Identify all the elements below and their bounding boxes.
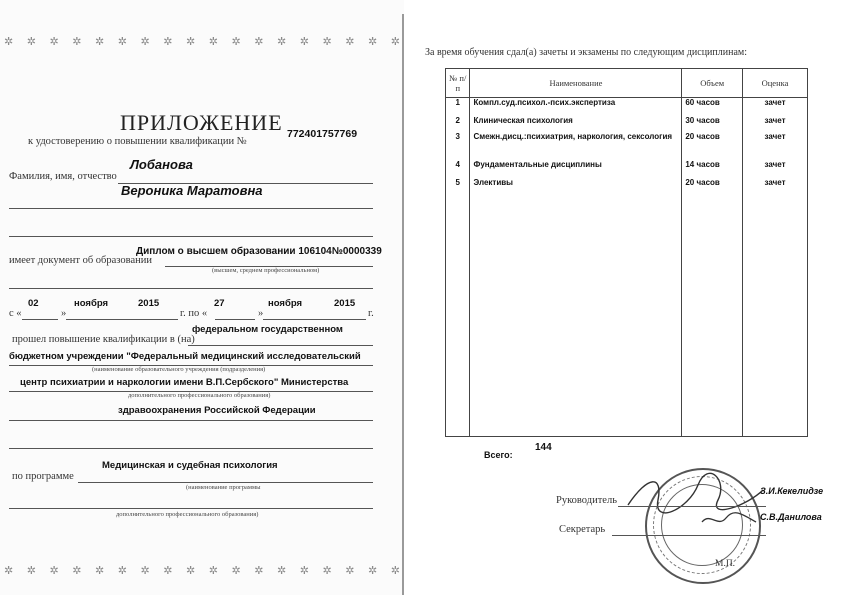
row-name: Клиническая психология — [470, 116, 682, 132]
trained-at-label: прошел повышение квалификации в (на) — [12, 334, 195, 345]
table-row — [446, 132, 808, 160]
program-hint-2: дополнительного профессионального образования) — [116, 511, 259, 518]
row-volume: 20 часов — [682, 178, 743, 196]
name-patronymic: Вероника Маратовна — [121, 183, 263, 198]
secretary-label: Секретарь — [559, 524, 606, 535]
program-hint-1: (наименование программы — [186, 484, 261, 491]
row-volume: 20 часов — [682, 132, 743, 160]
head-label: Руководитель — [556, 495, 617, 506]
table-filler-row — [446, 196, 808, 437]
header-grade: Оценка — [743, 69, 808, 98]
table-row — [446, 116, 808, 132]
to-close: » — [258, 308, 264, 319]
table-row — [446, 160, 808, 178]
row-volume: 14 часов — [682, 160, 743, 178]
program-label: по программе — [12, 471, 74, 482]
diploma: Диплом о высшем образовании 106104№0000339 — [136, 246, 382, 257]
total-value: 144 — [535, 442, 552, 453]
document-title: ПРИЛОЖЕНИЕ — [120, 110, 283, 135]
row-name: Смежн.дисц.:психиатрия, наркология, сексология — [470, 132, 682, 160]
row-grade: зачет — [743, 160, 808, 178]
row-grade: зачет — [743, 116, 808, 132]
total-label: Всего: — [484, 450, 513, 460]
to-day: 27 — [214, 298, 225, 309]
row-grade: зачет — [743, 132, 808, 160]
row-num: 1 — [446, 98, 470, 116]
head-name: З.И.Кекелидзе — [760, 486, 824, 496]
header-name: Наименование — [470, 69, 682, 98]
row-name: Фундаментальные дисциплины — [470, 160, 682, 178]
subtitle: к удостоверению о повышении квалификации № — [28, 136, 247, 147]
org-hint-1: (наименование образовательного учреждения (подразделения) — [92, 366, 266, 373]
secretary-name: С.В.Данилова — [760, 512, 822, 522]
to-prefix: г. по « — [180, 308, 208, 319]
row-num: 3 — [446, 132, 470, 160]
row-name: Элективы — [470, 178, 682, 196]
from-close: » — [61, 308, 67, 319]
certificate-number: 772401757769 — [287, 128, 358, 140]
table-row — [446, 98, 808, 116]
org-line-2: бюджетном учреждении "Федеральный медицинский исследовательский — [9, 351, 361, 362]
edu-hint: (высшем, среднем профессиональном) — [212, 267, 320, 274]
org-line-4: здравоохранения Российской Федерации — [118, 405, 316, 416]
has-doc-label: имеет документ об образовании — [9, 255, 152, 266]
org-hint-2: дополнительного профессионального образования) — [128, 392, 271, 399]
from-year: 2015 — [138, 298, 160, 309]
org-line-1: федеральном государственном — [192, 324, 343, 335]
secretary-signature — [700, 510, 760, 530]
year-suffix: г. — [368, 308, 374, 319]
row-volume: 30 часов — [682, 116, 743, 132]
row-grade: зачет — [743, 178, 808, 196]
org-line-3: центр психиатрии и наркологии имени В.П.Сербского" Министерства — [20, 377, 349, 388]
ornament-bottom: ✲ ✲ ✲ ✲ ✲ ✲ ✲ ✲ ✲ ✲ ✲ ✲ ✲ ✲ ✲ ✲ ✲ ✲ — [4, 565, 400, 577]
row-name: Компл.суд.психол.-псих.экспертиза — [470, 98, 682, 116]
program: Медицинская и судебная психология — [102, 460, 278, 471]
ornament-top: ✲ ✲ ✲ ✲ ✲ ✲ ✲ ✲ ✲ ✲ ✲ ✲ ✲ ✲ ✲ ✲ ✲ ✲ — [4, 36, 400, 48]
from-day: 02 — [28, 298, 39, 309]
header-num: № п/п — [446, 69, 470, 98]
disciplines-intro: За время обучения сдал(а) зачеты и экзамены по следующим дисциплинам: — [425, 47, 747, 58]
disciplines-table — [445, 68, 808, 437]
seal-place: М.П. — [715, 559, 736, 569]
row-grade: зачет — [743, 98, 808, 116]
table-row — [446, 178, 808, 196]
to-year: 2015 — [334, 298, 356, 309]
left-page — [0, 0, 404, 595]
to-month: ноября — [268, 298, 303, 309]
row-volume: 60 часов — [682, 98, 743, 116]
fio-label: Фамилия, имя, отчество — [9, 171, 117, 182]
row-num: 4 — [446, 160, 470, 178]
header-volume: Объем — [682, 69, 743, 98]
row-num: 5 — [446, 178, 470, 196]
from-prefix: с « — [9, 308, 22, 319]
from-month: ноября — [74, 298, 109, 309]
surname: Лобанова — [130, 157, 193, 172]
page-fold — [402, 14, 404, 595]
row-num: 2 — [446, 116, 470, 132]
